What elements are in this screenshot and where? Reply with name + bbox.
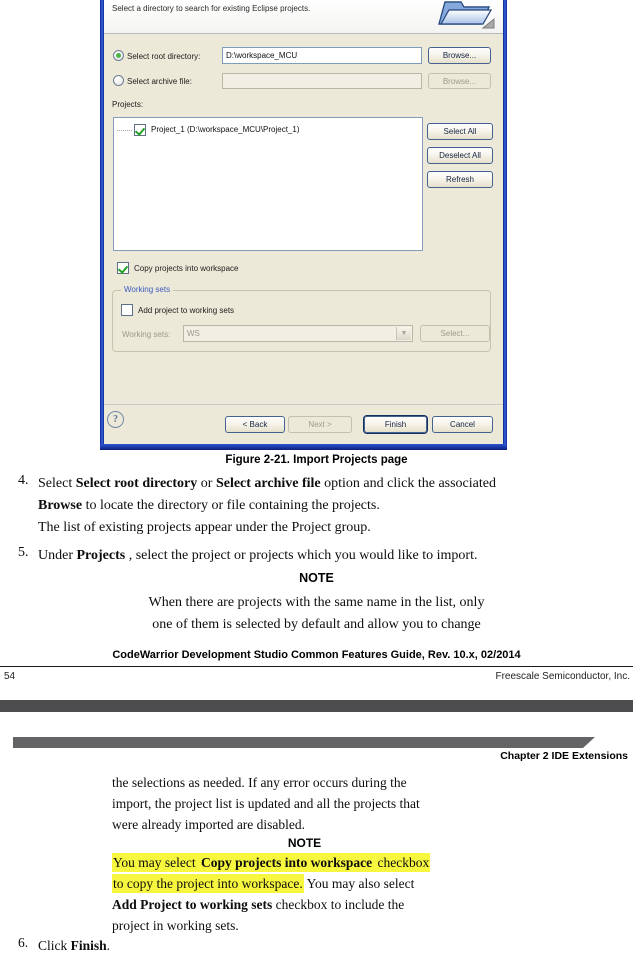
dialog-border-left xyxy=(100,0,104,450)
copy-projects-label: Copy projects into workspace xyxy=(134,264,239,273)
dialog-header-banner xyxy=(104,0,503,33)
chapter-header-bar xyxy=(13,737,595,748)
projects-label: Projects: xyxy=(112,100,144,109)
browse-root-button-label: Browse... xyxy=(442,51,477,60)
browse-archive-button xyxy=(428,73,491,89)
deselect-all-button-label: Deselect All xyxy=(439,151,481,160)
list-item-6-number: 6. xyxy=(18,935,29,950)
list-item-4-number: 4. xyxy=(18,473,29,488)
combo-dropdown-arrow-icon: ▼ xyxy=(396,327,411,340)
finish-button[interactable] xyxy=(364,416,427,433)
select-working-set-button xyxy=(420,325,490,342)
page-number: 54 xyxy=(4,671,16,682)
footer-guide-title: CodeWarrior Development Studio Common Features Guide, Rev. 10.x, 02/2014 xyxy=(112,649,521,661)
working-sets-field-label: Working sets: xyxy=(122,330,171,339)
working-sets-combo xyxy=(183,325,413,342)
root-directory-input[interactable] xyxy=(222,47,422,64)
list-item-6-text: Click Finish. xyxy=(38,938,111,953)
tree-branch-dots xyxy=(117,130,132,131)
root-directory-value: D:\workspace_MCU xyxy=(226,51,298,60)
import-folder-icon xyxy=(438,0,496,31)
add-to-working-sets-label: Add project to working sets xyxy=(138,306,235,315)
help-icon[interactable] xyxy=(107,411,124,428)
note-heading-page1: NOTE xyxy=(299,571,334,585)
add-to-working-sets-checkbox[interactable] xyxy=(121,304,133,316)
help-glyph: ? xyxy=(113,414,118,425)
next-button-label: Next > xyxy=(308,420,332,429)
list-item-5-number: 5. xyxy=(18,545,29,560)
dialog-border-bottom xyxy=(100,444,507,450)
paragraph-project-group: The list of existing projects appear under the Project group. xyxy=(38,520,371,535)
import-projects-dialog xyxy=(100,0,507,450)
select-archive-file-label: Select archive file: xyxy=(127,77,192,86)
refresh-button[interactable] xyxy=(427,171,493,188)
cancel-button-label: Cancel xyxy=(450,420,475,429)
back-button-label: < Back xyxy=(242,420,268,429)
projects-list[interactable] xyxy=(113,117,423,251)
dialog-border-right xyxy=(503,0,507,450)
note-text-page1: When there are projects with the same name in the list, only one of them is selected by default and allow you to change xyxy=(148,595,485,632)
select-archive-file-radio[interactable] xyxy=(113,75,124,86)
deselect-all-button[interactable] xyxy=(427,147,493,164)
project-item-label: Project_1 (D:\workspace_MCU\Project_1) xyxy=(151,125,300,134)
back-button[interactable] xyxy=(225,416,285,433)
select-all-button-label: Select All xyxy=(443,127,477,136)
footer-rule xyxy=(0,666,633,667)
copy-projects-checkbox[interactable] xyxy=(117,262,129,274)
list-item-4-text: Select Select root directory or Select archive file option and click the associated Browse to locate the directory or file containing the projects. xyxy=(38,476,496,513)
dialog-description: Select a directory to search for existing Eclipse projects. xyxy=(112,4,311,13)
paragraph-selections: the selections as needed. If any error occurs during the import, the project list is updated and all the projects that were already imported are disabled. xyxy=(112,775,420,832)
cancel-button[interactable] xyxy=(432,416,493,433)
note-heading-page2: NOTE xyxy=(287,836,322,850)
select-root-directory-label: Select root directory: xyxy=(127,52,201,61)
project-checkbox[interactable] xyxy=(134,124,146,136)
next-button xyxy=(288,416,352,433)
finish-button-label: Finish xyxy=(384,420,407,429)
figure-caption: Figure 2-21. Import Projects page xyxy=(225,454,408,466)
archive-file-input xyxy=(222,73,422,89)
chapter-header-text: Chapter 2 IDE Extensions xyxy=(500,750,628,762)
publisher-name: Freescale Semiconductor, Inc. xyxy=(495,671,630,682)
working-sets-group-label: Working sets xyxy=(121,285,173,294)
refresh-button-label: Refresh xyxy=(445,175,474,184)
working-sets-group xyxy=(112,285,491,352)
browse-root-button[interactable] xyxy=(428,47,491,64)
select-root-directory-radio[interactable] xyxy=(113,50,124,61)
dialog-footer-separator xyxy=(104,404,503,406)
working-sets-combo-value: WS xyxy=(187,329,200,338)
list-item-5-text: Under Projects , select the project or projects which you would like to import. xyxy=(38,548,478,563)
note-text-page2-highlighted: You may select Copy projects into workspace checkbox to copy the project into workspace. You may also select Add Project to working sets checkbox to include the project in working sets. xyxy=(112,855,430,933)
select-all-button[interactable] xyxy=(427,123,493,140)
page-break-bar xyxy=(0,700,633,712)
select-working-set-button-label: Select... xyxy=(440,329,470,338)
browse-archive-button-label: Browse... xyxy=(442,76,477,86)
